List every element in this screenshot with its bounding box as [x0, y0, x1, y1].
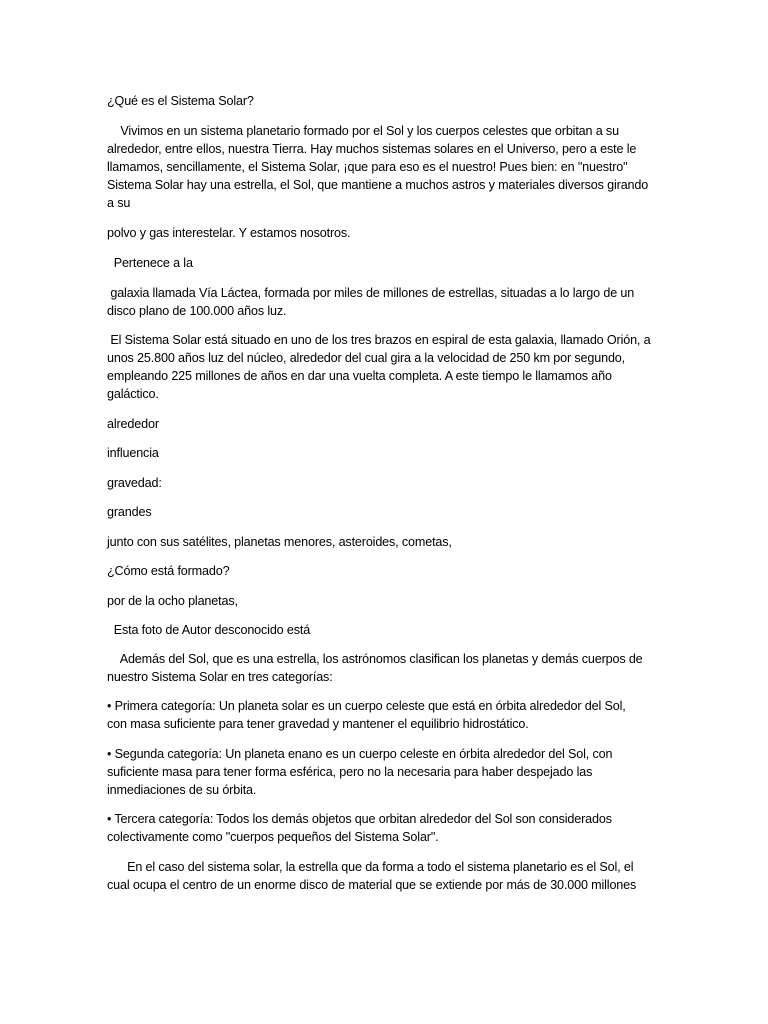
paragraph-line: El Sistema Solar está situado en uno de los tres brazos en espiral de esta galaxia, llamado Orión, a [107, 333, 651, 347]
paragraph-line: llamamos, sencillamente, el Sistema Solar, ¡que para eso es el nuestro! Pues bien: en "nuestro" [107, 160, 628, 174]
paragraph-line: Pertenece a la [107, 256, 193, 270]
paragraph-line: influencia [107, 446, 159, 460]
paragraph-line: cual ocupa el centro de un enorme disco de material que se extiende por más de 30.000 millones [107, 878, 637, 892]
list-item-segunda-categoria: • Segunda categoría: Un planeta enano es un cuerpo celeste en órbita alrededor del Sol, con [107, 747, 613, 761]
paragraph-line: unos 25.800 años luz del núcleo, alrededor del cual gira a la velocidad de 250 km por segundo, [107, 351, 625, 365]
paragraph-line: polvo y gas interestelar. Y estamos nosotros. [107, 226, 351, 240]
paragraph-line: Sistema Solar hay una estrella, el Sol, que mantiene a muchos astros y materiales diversos girando [107, 178, 649, 192]
paragraph-line: galáctico. [107, 387, 159, 401]
paragraph-line: En el caso del sistema solar, la estrella que da forma a todo el sistema planetario es el Sol, el [107, 860, 634, 874]
paragraph-line: alrededor, entre ellos, nuestra Tierra. Hay muchos sistemas solares en el Universo, pero a este le [107, 142, 637, 156]
paragraph-line: disco plano de 100.000 años luz. [107, 304, 287, 318]
paragraph-line: alrededor [107, 417, 159, 431]
paragraph-line: con masa suficiente para tener gravedad y mantener el equilibrio hidrostático. [107, 717, 529, 731]
paragraph-line: gravedad: [107, 476, 162, 490]
paragraph-line: Vivimos en un sistema planetario formado por el Sol y los cuerpos celestes que orbitan a su [107, 124, 619, 138]
paragraph-line: grandes [107, 505, 152, 519]
heading-como-esta-formado: ¿Cómo está formado? [107, 564, 230, 578]
paragraph-line: Además del Sol, que es una estrella, los astrónomos clasifican los planetas y demás cuerpos de [107, 652, 643, 666]
paragraph-line: colectivamente como "cuerpos pequeños del Sistema Solar". [107, 830, 439, 844]
paragraph-line: inmediaciones de su órbita. [107, 783, 257, 797]
paragraph-line: a su [107, 196, 131, 210]
paragraph-line: por de la ocho planetas, [107, 594, 238, 608]
paragraph-line: suficiente masa para tener forma esférica, pero no la necesaria para haber despejado las [107, 765, 593, 779]
paragraph-line: empleando 225 millones de años en dar una vuelta completa. A este tiempo le llamamos año [107, 369, 612, 383]
heading-que-es-sistema-solar: ¿Qué es el Sistema Solar? [107, 94, 254, 108]
paragraph-line: Esta foto de Autor desconocido está [107, 623, 311, 637]
paragraph-line: nuestro Sistema Solar en tres categorías: [107, 670, 333, 684]
list-item-tercera-categoria: • Tercera categoría: Todos los demás objetos que orbitan alrededor del Sol son considerados [107, 812, 612, 826]
list-item-primera-categoria: • Primera categoría: Un planeta solar es un cuerpo celeste que está en órbita alrededor del Sol, [107, 699, 626, 713]
paragraph-line: junto con sus satélites, planetas menores, asteroides, cometas, [107, 535, 452, 549]
paragraph-line: galaxia llamada Vía Láctea, formada por miles de millones de estrellas, situadas a lo largo de un [107, 286, 635, 300]
